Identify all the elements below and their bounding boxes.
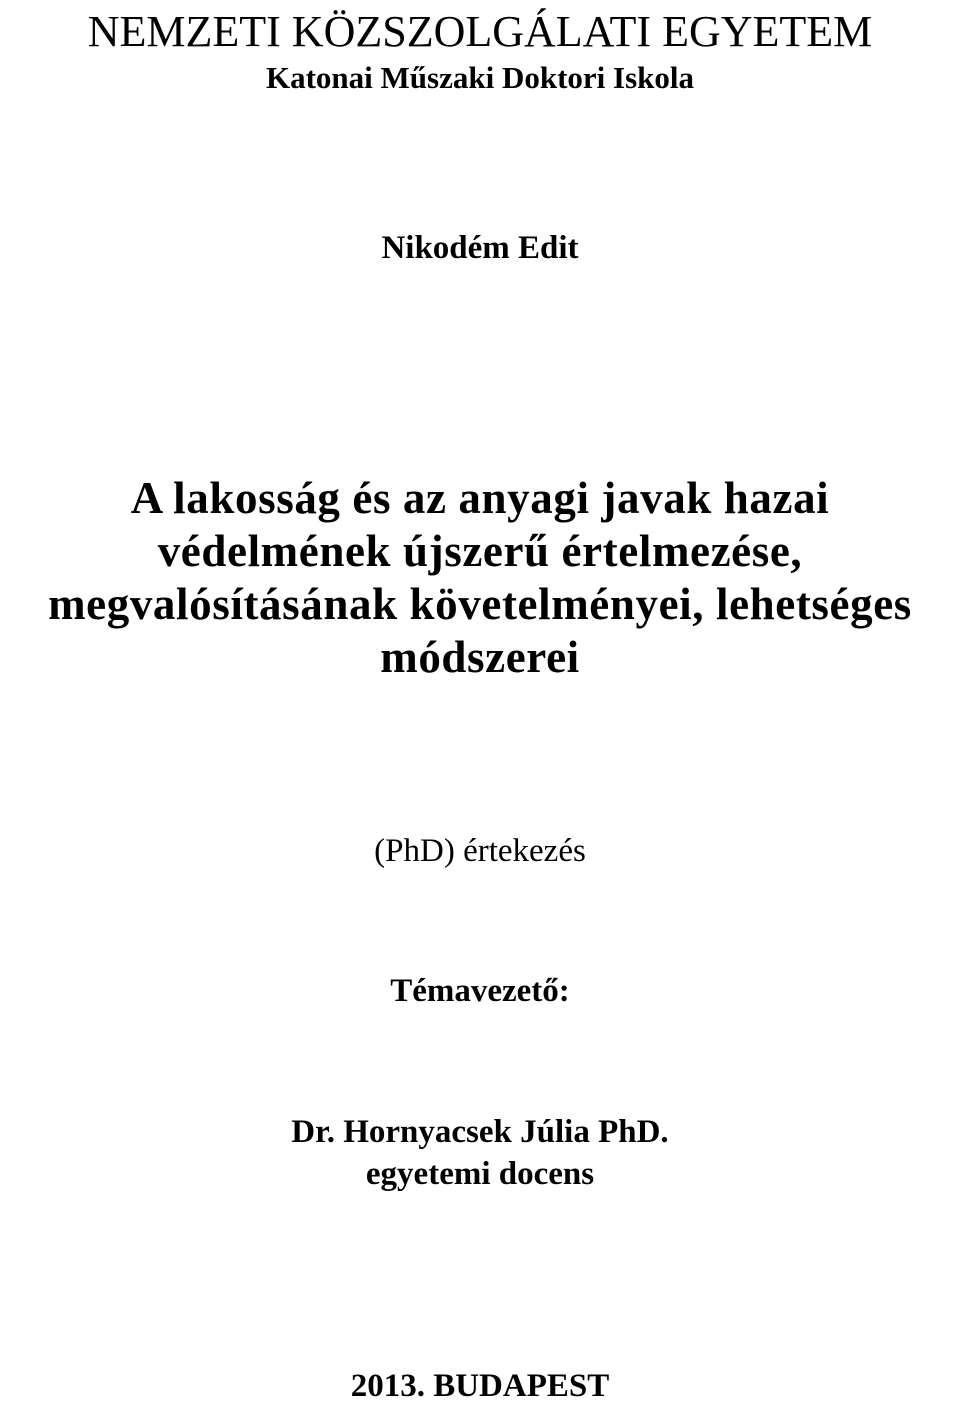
year-and-place: 2013. BUDAPEST <box>350 1368 610 1404</box>
thesis-title-line: megvalósításának követelményei, lehetséges <box>48 579 912 629</box>
doctoral-school-name: Katonai Műszaki Doktori Iskola <box>265 60 695 95</box>
supervisor-label: Témavezető: <box>390 973 570 1009</box>
thesis-type: (PhD) értekezés <box>374 833 586 869</box>
thesis-title-line: védelmének újszerű értelmezése, <box>157 526 803 576</box>
university-name: NEMZETI KÖZSZOLGÁLATI EGYETEM <box>87 7 873 56</box>
supervisor-position: egyetemi docens <box>365 1156 595 1192</box>
supervisor-name: Dr. Hornyacsek Júlia PhD. <box>291 1114 669 1150</box>
author-name: Nikodém Edit <box>381 230 579 266</box>
thesis-title-line: A lakosság és az anyagi javak hazai <box>130 473 830 523</box>
thesis-title-line: módszerei <box>380 632 580 682</box>
thesis-title <box>0 472 960 684</box>
